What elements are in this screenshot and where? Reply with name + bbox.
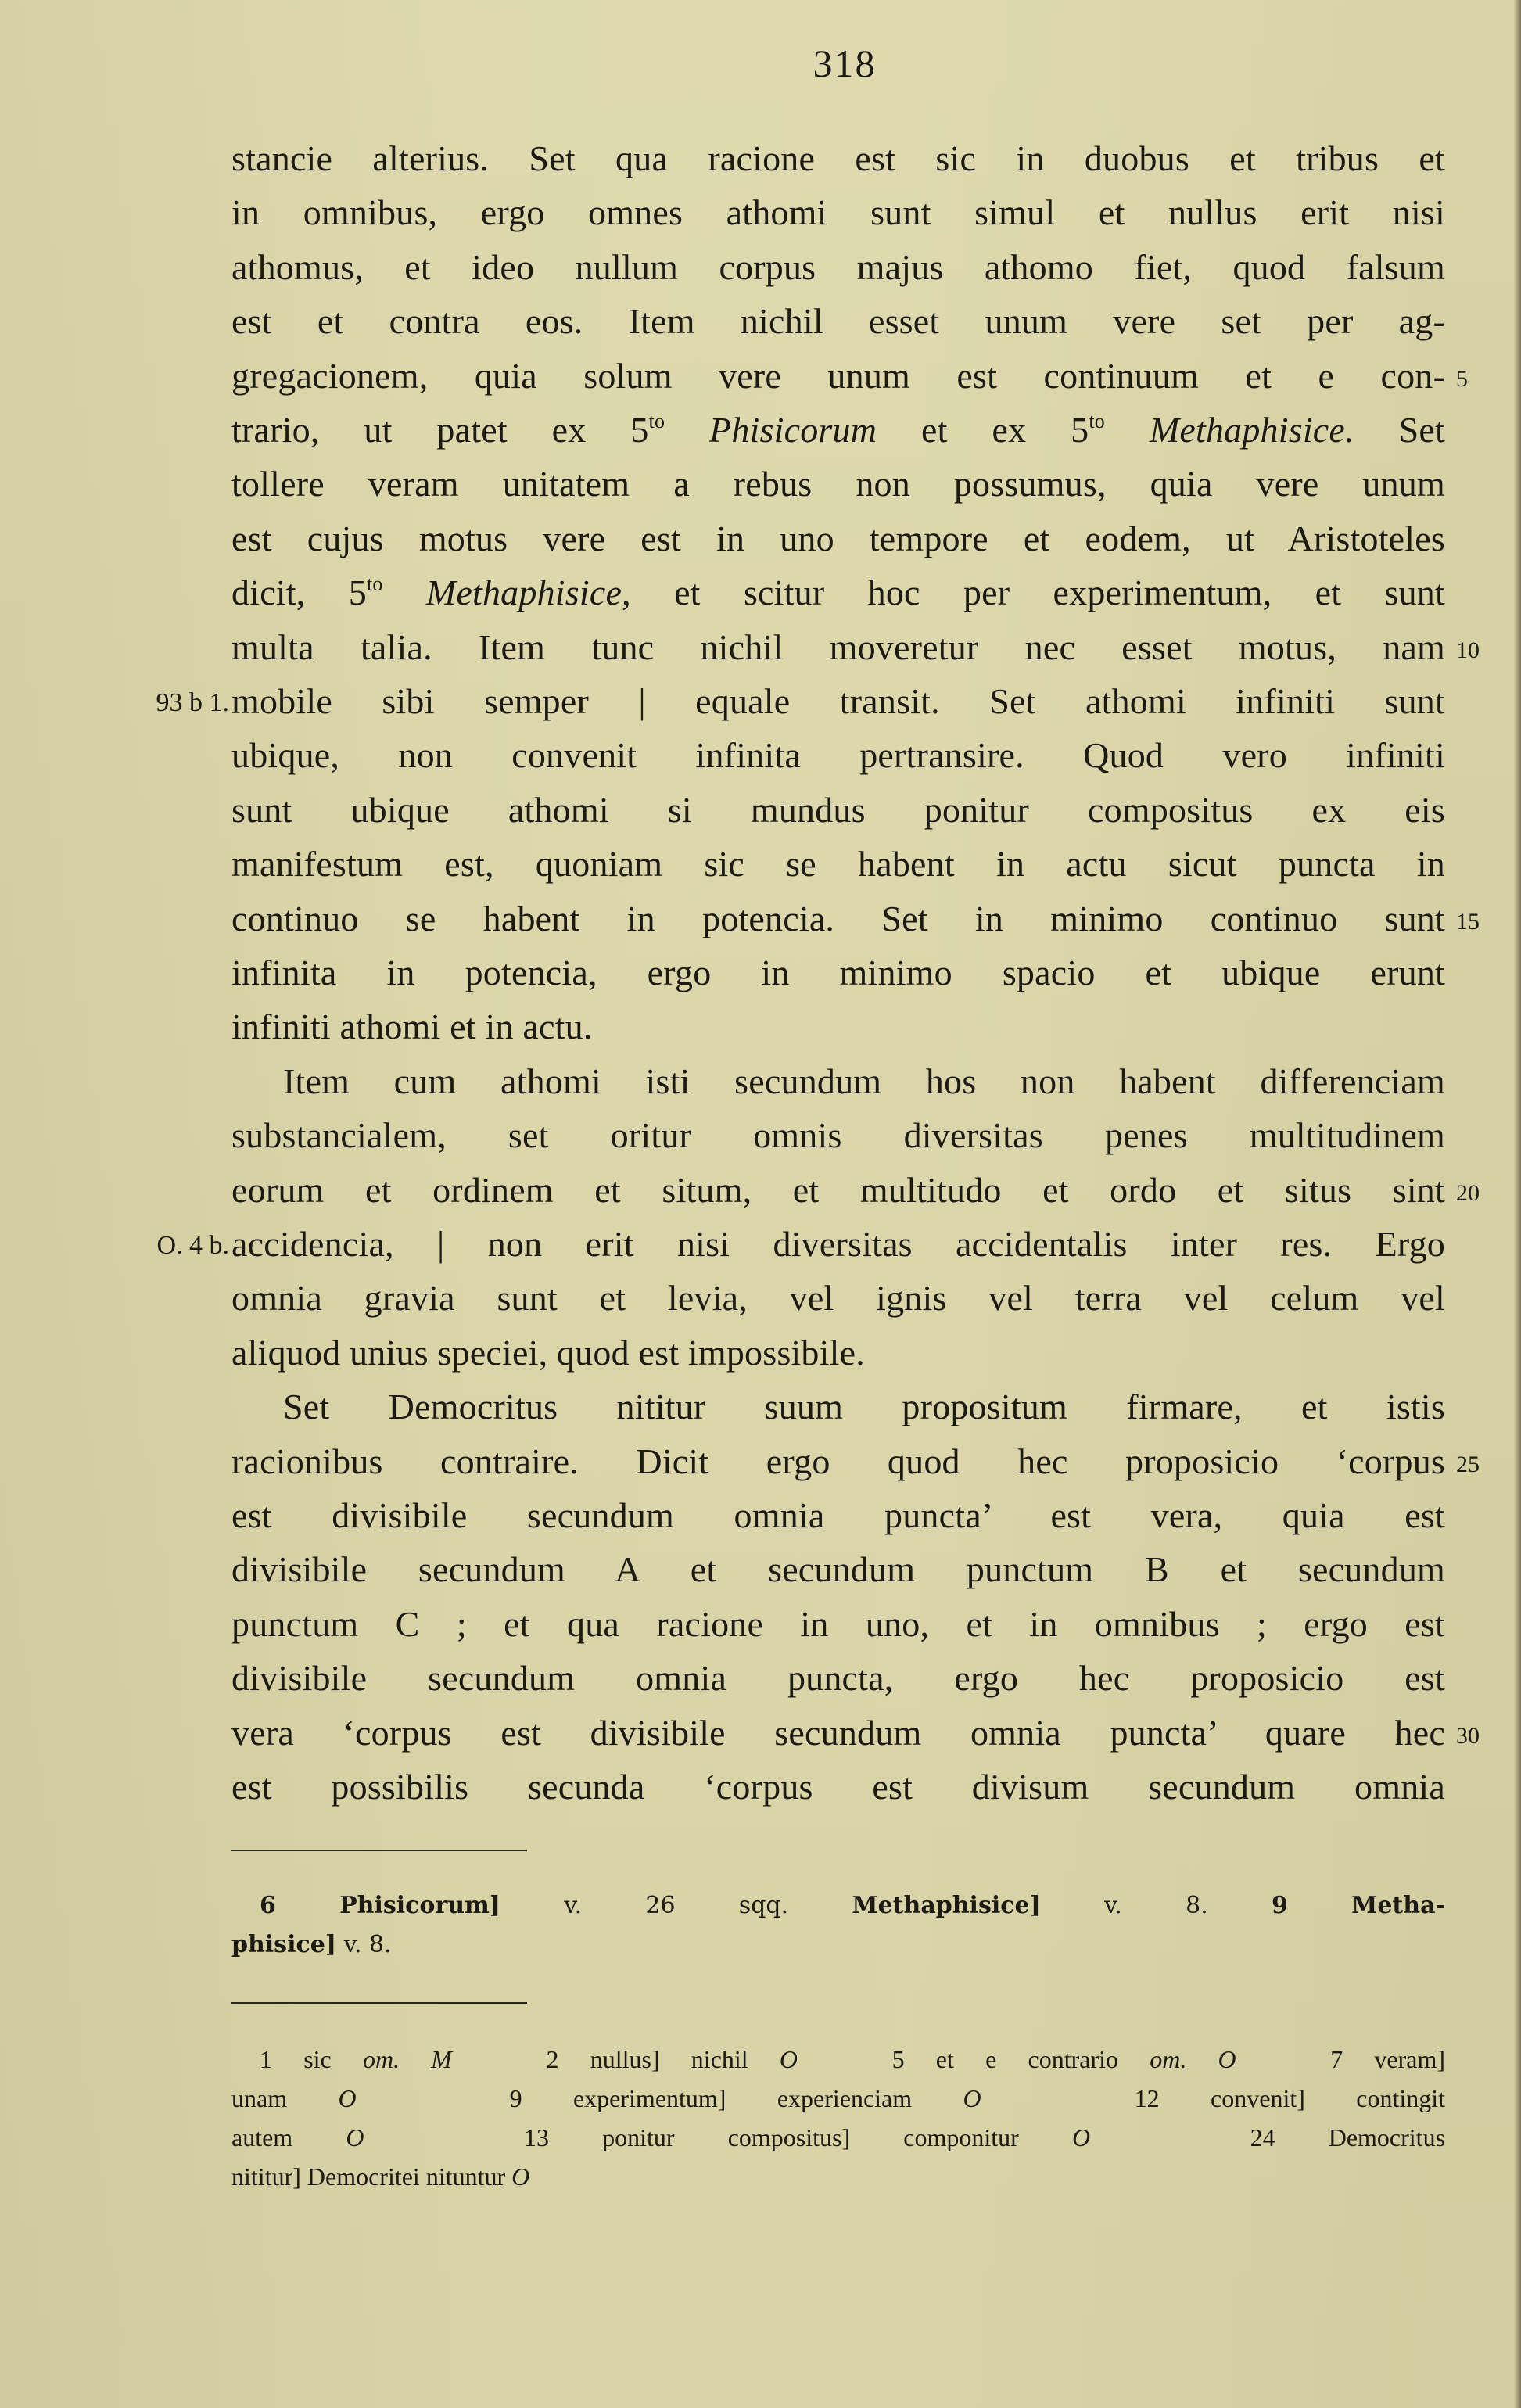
page-number: 318 bbox=[813, 41, 877, 85]
body-line: divisibile secundum A et secundum punctum B et secundum bbox=[231, 1549, 1445, 1590]
text-run: et ex 5 bbox=[877, 410, 1089, 450]
siglum: O bbox=[1071, 2123, 1091, 2151]
apparatus-line bbox=[231, 2157, 1445, 2196]
body-line: ubique, non convenit infinita pertransire. Quod vero infiniti bbox=[231, 735, 1445, 776]
footnote-rule-apparatus bbox=[231, 2002, 527, 2004]
variant-text: autem bbox=[231, 2123, 346, 2151]
note-lemma: Metha- bbox=[1351, 1892, 1445, 1919]
ordinal-superscript: to bbox=[366, 572, 383, 596]
note-lemma: Phisicorum] bbox=[339, 1892, 500, 1919]
siglum: O bbox=[963, 2084, 981, 2112]
variant-text: 7 veram] bbox=[1236, 2045, 1446, 2073]
variant-text: 9 experimentum] experienciam bbox=[356, 2084, 963, 2112]
body-line: racionibus contraire. Dicit ergo quod hec proposicio ‘corpus bbox=[231, 1441, 1445, 1481]
text-run: Set bbox=[1354, 410, 1445, 450]
body-line: in omnibus, ergo omnes athomi sunt simul et nullus erit nisi bbox=[231, 192, 1445, 233]
body-line: gregacionem, quia solum vere unum est continuum et e con- bbox=[231, 355, 1445, 396]
line-number: 15 bbox=[1456, 908, 1480, 935]
line-number: 5 bbox=[1456, 365, 1468, 392]
text-run: trario, ut patet ex 5 bbox=[231, 410, 649, 450]
siglum: om. M bbox=[362, 2045, 452, 2073]
note-lemma: phisice] bbox=[231, 1931, 337, 1958]
line-number: 10 bbox=[1456, 637, 1480, 663]
body-line: est et contra eos. Item nichil esset unum vere set per ag- bbox=[231, 301, 1445, 342]
body-line bbox=[231, 403, 1445, 457]
body-line: stancie alterius. Set qua racione est sic in duobus et tribus et bbox=[231, 138, 1445, 178]
italic-title: Phisicorum bbox=[665, 410, 877, 450]
variant-text: 2 nullus] nichil bbox=[451, 2045, 780, 2073]
body-line: omnia gravia sunt et levia, vel ignis vel terra vel celum vel bbox=[231, 1278, 1445, 1319]
siglum: O bbox=[338, 2084, 357, 2112]
variant-text: nititur] Democritei nituntur bbox=[231, 2162, 512, 2191]
body-line: divisibile secundum omnia puncta, ergo hec proposicio est bbox=[231, 1658, 1445, 1699]
body-line: est possibilis secunda ‘corpus est divisum secundum omnia bbox=[231, 1767, 1445, 1807]
body-line: manifestum est, quoniam sic se habent in actu sicut puncta in bbox=[231, 844, 1445, 885]
body-line: est cujus motus vere est in uno tempore et eodem, ut Aristoteles bbox=[231, 518, 1445, 558]
note-line-ref: 9 bbox=[1272, 1892, 1288, 1919]
manuscript-folio-ref: 93 b 1. bbox=[156, 688, 229, 717]
apparatus-line bbox=[231, 2079, 1445, 2118]
siglum: O bbox=[346, 2123, 364, 2151]
text-run: dicit, 5 bbox=[231, 572, 367, 613]
body-line: Set Democritus nititur suum propositum firmare, et istis bbox=[283, 1387, 1445, 1427]
note-reference: v. 26 sqq. bbox=[500, 1892, 789, 1919]
body-line: vera ‘corpus est divisibile secundum omnia puncta’ quare hec bbox=[231, 1712, 1445, 1753]
italic-title: Methaphisice. bbox=[1104, 410, 1354, 450]
source-note-line bbox=[231, 1886, 1445, 1925]
ordinal-superscript: to bbox=[1089, 410, 1105, 432]
body-line: infinita in potencia, ergo in minimo spacio et ubique erunt bbox=[231, 953, 1445, 992]
siglum: om. O bbox=[1150, 2045, 1236, 2073]
body-line: substancialem, set oritur omnis diversitas penes multitudinem bbox=[231, 1115, 1445, 1156]
note-reference: v. 8. bbox=[1040, 1892, 1208, 1919]
line-number: 20 bbox=[1456, 1179, 1480, 1206]
variant-text: 5 et e contrario bbox=[798, 2045, 1150, 2073]
footnote-rule-sources bbox=[231, 1850, 527, 1851]
body-line bbox=[231, 565, 1445, 619]
variant-text: unam bbox=[231, 2084, 339, 2112]
note-lemma: Methaphisice] bbox=[852, 1892, 1041, 1919]
body-line: tollere veram unitatem a rebus non possumus, quia vere unum bbox=[231, 464, 1445, 504]
manuscript-folio-ref: O. 4 b. bbox=[156, 1231, 229, 1260]
body-line: est divisibile secundum omnia puncta’ est vera, quia est bbox=[231, 1495, 1445, 1535]
source-note-line bbox=[231, 1925, 1445, 1965]
italic-title: Methaphisice bbox=[382, 572, 622, 613]
ordinal-superscript: to bbox=[648, 410, 665, 432]
body-line: mobile sibi semper | equale transit. Set athomi infiniti sunt bbox=[231, 681, 1445, 721]
variant-text: 1 sic bbox=[260, 2045, 363, 2073]
body-line: punctum C ; et qua racione in uno, et in omnibus ; ergo est bbox=[231, 1603, 1445, 1644]
body-line: Item cum athomi isti secundum hos non habent differenciam bbox=[283, 1060, 1445, 1101]
body-line: multa talia. Item tunc nichil moveretur nec esset motus, nam bbox=[231, 626, 1445, 667]
body-line: aliquod unius speciei, quod est impossibile. bbox=[231, 1332, 865, 1373]
body-line: sunt ubique athomi si mundus ponitur compositus ex eis bbox=[231, 789, 1445, 830]
siglum: O bbox=[779, 2045, 798, 2073]
apparatus-line bbox=[231, 2118, 1445, 2157]
line-number: 30 bbox=[1456, 1722, 1480, 1749]
page-edge bbox=[1514, 0, 1521, 2408]
body-line: accidencia, | non erit nisi diversitas accidentalis inter res. Ergo bbox=[231, 1224, 1445, 1264]
siglum: O bbox=[511, 2162, 530, 2191]
note-line-ref: 6 bbox=[260, 1892, 276, 1919]
note-reference: v. 8. bbox=[336, 1931, 392, 1958]
body-line: eorum et ordinem et situm, et multitudo et ordo et situs sint bbox=[231, 1169, 1445, 1210]
body-line: athomus, et ideo nullum corpus majus athomo fiet, quod falsum bbox=[231, 246, 1445, 287]
variant-text: 12 convenit] contingit bbox=[981, 2084, 1446, 2112]
apparatus-line bbox=[231, 2040, 1445, 2079]
variant-text: 13 ponitur compositus] componitur bbox=[364, 2123, 1072, 2151]
body-line: continuo se habent in potencia. Set in minimo continuo sunt bbox=[231, 898, 1445, 938]
line-number: 25 bbox=[1456, 1451, 1480, 1477]
body-line: infiniti athomi et in actu. bbox=[231, 1007, 593, 1047]
variant-text: 24 Democritus bbox=[1090, 2123, 1446, 2151]
text-run: , et scitur hoc per experimentum, et sunt bbox=[622, 572, 1445, 613]
